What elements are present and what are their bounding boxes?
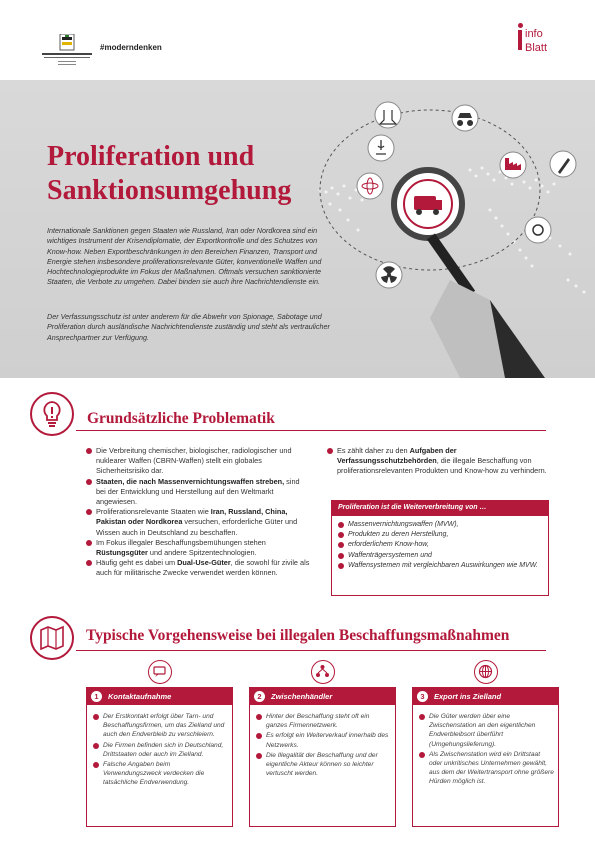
- list-item: Häufig geht es dabei um Dual-Use-Güter, die sowohl für zivile als auch für militärische Zwecke verwendet werden können.: [86, 558, 311, 578]
- list-item: Massenvernichtungswaffen (MVW),: [338, 520, 542, 530]
- step-title: Zwischenhändler: [271, 692, 333, 701]
- arrow-bullet-icon: [93, 762, 99, 768]
- page-title-line2: Sanktionsumgehung: [47, 175, 292, 206]
- arrow-bullet-icon: [338, 522, 344, 528]
- lightbulb-icon: [30, 392, 74, 436]
- list-item: Die Firmen befinden sich in Deutschland, Drittstaaten oder auch im Zielland.: [93, 741, 229, 759]
- info-blatt-logo: [518, 20, 562, 62]
- list-item: Es zählt daher zu den Aufgaben der Verfassungsschutzbehörden, die illegale Beschaffung von proliferationsrelevanten Produkten und Know-how zu verhindern.: [327, 446, 549, 477]
- network-people-icon: [311, 660, 335, 684]
- arrow-bullet-icon: [419, 752, 425, 758]
- list-item: Staaten, die nach Massenvernichtungswaffen streben, sind bei der Entwicklung und Herstellung auf den Weltmarkt angewiesen.: [86, 477, 311, 508]
- arrow-bullet-icon: [93, 743, 99, 749]
- step-card-1: [86, 687, 233, 827]
- arrow-bullet-icon: [86, 509, 92, 515]
- info-logo-line2: Blatt: [525, 42, 548, 54]
- verfassungsschutz-paragraph: Der Verfassungsschutz ist unter anderem für die Abwehr von Spionage, Sabotage und Proliferation durch ausländische Nachrichtendienste zuständig und steht als vertraulicher Ansprechpartner zur Verfügung.: [47, 312, 330, 342]
- info-bar-icon: [518, 30, 522, 50]
- list-item: Waffenträgersystemen und: [338, 551, 542, 561]
- arrow-bullet-icon: [419, 714, 425, 720]
- section1-divider: [76, 430, 546, 431]
- page-title: [47, 140, 347, 208]
- step-number: 2: [254, 691, 265, 702]
- list-item: Die Güter werden über eine Zwischenstation an den eigentlichen Endverbleibsort überführt (Umgehungslieferung).: [419, 712, 555, 749]
- arrow-bullet-icon: [338, 563, 344, 569]
- hashtag-label: #moderndenken: [100, 43, 162, 52]
- chat-icon: [148, 660, 172, 684]
- step-card-2: [249, 687, 396, 827]
- arrow-bullet-icon: [86, 448, 92, 454]
- arrow-bullet-icon: [86, 479, 92, 485]
- proliferation-list: [332, 516, 548, 575]
- arrow-bullet-icon: [256, 714, 262, 720]
- step-card-3: [412, 687, 559, 827]
- magnifier: [394, 170, 475, 297]
- proliferation-box-heading: Proliferation ist die Weiterverbreitung von …: [332, 501, 548, 516]
- hand: [430, 280, 545, 378]
- step-title: Kontaktaufnahme: [108, 692, 172, 701]
- list-item: Produkten zu deren Herstellung,: [338, 530, 542, 540]
- arrow-bullet-icon: [86, 540, 92, 546]
- header: [0, 0, 595, 80]
- step-number: 1: [91, 691, 102, 702]
- arrow-bullet-icon: [327, 448, 333, 454]
- arrow-bullet-icon: [338, 553, 344, 559]
- step-card-header: [87, 688, 232, 705]
- section1-right-list: [327, 446, 549, 477]
- proliferation-definition-box: [331, 500, 549, 596]
- arrow-bullet-icon: [86, 560, 92, 566]
- list-item: Als Zwischenstation wird ein Drittstaat oder unkritisches Unternehmen gewählt, aus dem der Weitertransport ohne größere Hürden möglich ist.: [419, 750, 555, 787]
- globe-icon: [474, 660, 498, 684]
- threat-icons: [357, 102, 576, 288]
- section1-title: Grundsätzliche Problematik: [87, 410, 275, 427]
- intro-paragraph: Internationale Sanktionen gegen Staaten wie Russland, Iran oder Nordkorea sind ein wichtiges Instrument der Krisendiplomatie, der Exportkontrolle und des Schutzes von Know-how. Neben Exportbeschränkungen in den Bereichen Finanzen, Transport und Energie stehen insbesondere proliferationsrelevante Güter, konventionelle Waffen und Hochtechnologieprodukte im Fokus der Maßnahmen. Oftmals versuchen sanktionierte Staaten, die Verbote zu umgehen. Dabei binden sie auch ihre Nachrichtendienste ein.: [47, 226, 322, 287]
- arrow-bullet-icon: [338, 542, 344, 548]
- section1-left-list: [86, 446, 311, 579]
- list-item: erforderlichem Know-how,: [338, 540, 542, 550]
- list-item: Im Fokus illegaler Beschaffungsbemühungen stehen Rüstungsgüter und andere Spitzentechnologien.: [86, 538, 311, 558]
- step-title: Export ins Zielland: [434, 692, 502, 701]
- step-list: [256, 712, 392, 779]
- hero-banner: [0, 80, 595, 378]
- page-title-line1: Proliferation und: [47, 141, 255, 172]
- list-item: Hinter der Beschaffung steht oft ein ganzes Firmennetzwerk.: [256, 712, 392, 730]
- list-item: Falsche Angaben beim Verwendungszweck verdecken die tatsächliche Endverwendung.: [93, 760, 229, 788]
- step-list: [419, 712, 555, 788]
- map-icon: [30, 616, 74, 660]
- info-dot-icon: [518, 23, 523, 28]
- list-item: Es erfolgt ein Weiterverkauf innerhalb des Netzwerks.: [256, 731, 392, 749]
- list-item: Der Erstkontakt erfolgt über Tarn- und Beschaffungsfirmen, um das Zielland und auch den Endverbleib zu verschleiern.: [93, 712, 229, 740]
- arrow-bullet-icon: [338, 532, 344, 538]
- section2-divider: [76, 650, 546, 651]
- step-number: 3: [417, 691, 428, 702]
- step-card-header: [413, 688, 558, 705]
- list-item: Die Illegalität der Beschaffung und der eigentliche Akteur können so leichter vertuscht werden.: [256, 751, 392, 779]
- step-list: [93, 712, 229, 789]
- section2-title: Typische Vorgehensweise bei illegalen Beschaffungsmaßnahmen: [86, 627, 510, 644]
- arrow-bullet-icon: [256, 733, 262, 739]
- list-item: Proliferationsrelevante Staaten wie Iran, Russland, China, Pakistan oder Nordkorea versuchen, erforderliche Güter und Wissen auch in Deutschland zu beschaffen.: [86, 507, 311, 538]
- list-item: Die Verbreitung chemischer, biologischer, radiologischer und nuklearer Waffen (CBRN-Waffen) stellt ein globales Sicherheitsrisiko dar.: [86, 446, 311, 477]
- state-coat-of-arms-logo: [38, 34, 96, 68]
- info-logo-line1: info: [525, 28, 543, 40]
- arrow-bullet-icon: [256, 753, 262, 759]
- step-card-header: [250, 688, 395, 705]
- hero-illustration: [300, 80, 595, 378]
- arrow-bullet-icon: [93, 714, 99, 720]
- list-item: Waffensystemen mit vergleichbaren Auswirkungen wie MVW.: [338, 561, 542, 571]
